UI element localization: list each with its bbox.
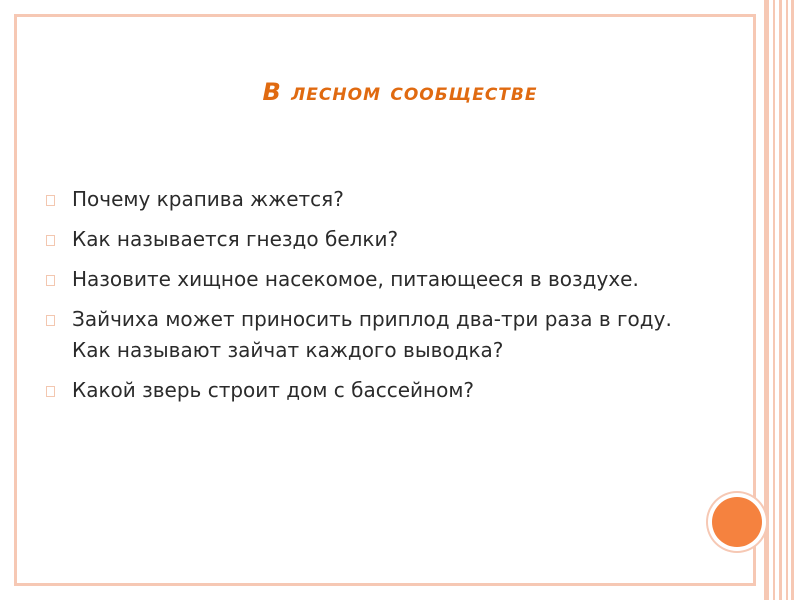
- bullet-item: [46, 264, 686, 295]
- bullet-text: Почему крапива жжется?: [72, 187, 344, 211]
- decorative-stripe: [779, 0, 782, 600]
- decorative-stripe: [791, 0, 794, 600]
- bullet-item: [46, 304, 686, 366]
- bullet-text: Как называется гнездо белки?: [72, 227, 399, 251]
- bullet-text: Зайчиха может приносить приплод два-три раза в году. Как называют зайчат каждого выводка?: [72, 307, 672, 362]
- bullet-item: [46, 184, 686, 215]
- decorative-stripe: [786, 0, 788, 600]
- bullet-text: Назовите хищное насекомое, питающееся в воздухе.: [72, 267, 639, 291]
- bullet-list: [46, 184, 686, 415]
- square-bullet-icon: [46, 386, 55, 397]
- decorative-stripe: [764, 0, 769, 600]
- bullet-item: [46, 375, 686, 406]
- square-bullet-icon: [46, 275, 55, 286]
- square-bullet-icon: [46, 235, 55, 246]
- square-bullet-icon: [46, 195, 55, 206]
- bullet-item: [46, 224, 686, 255]
- orange-circle-decoration: [712, 497, 762, 547]
- slide-title: В лесном сообществе: [262, 78, 538, 106]
- decorative-stripe: [773, 0, 775, 600]
- square-bullet-icon: [46, 315, 55, 326]
- bullet-text: Какой зверь строит дом с бассейном?: [72, 378, 475, 402]
